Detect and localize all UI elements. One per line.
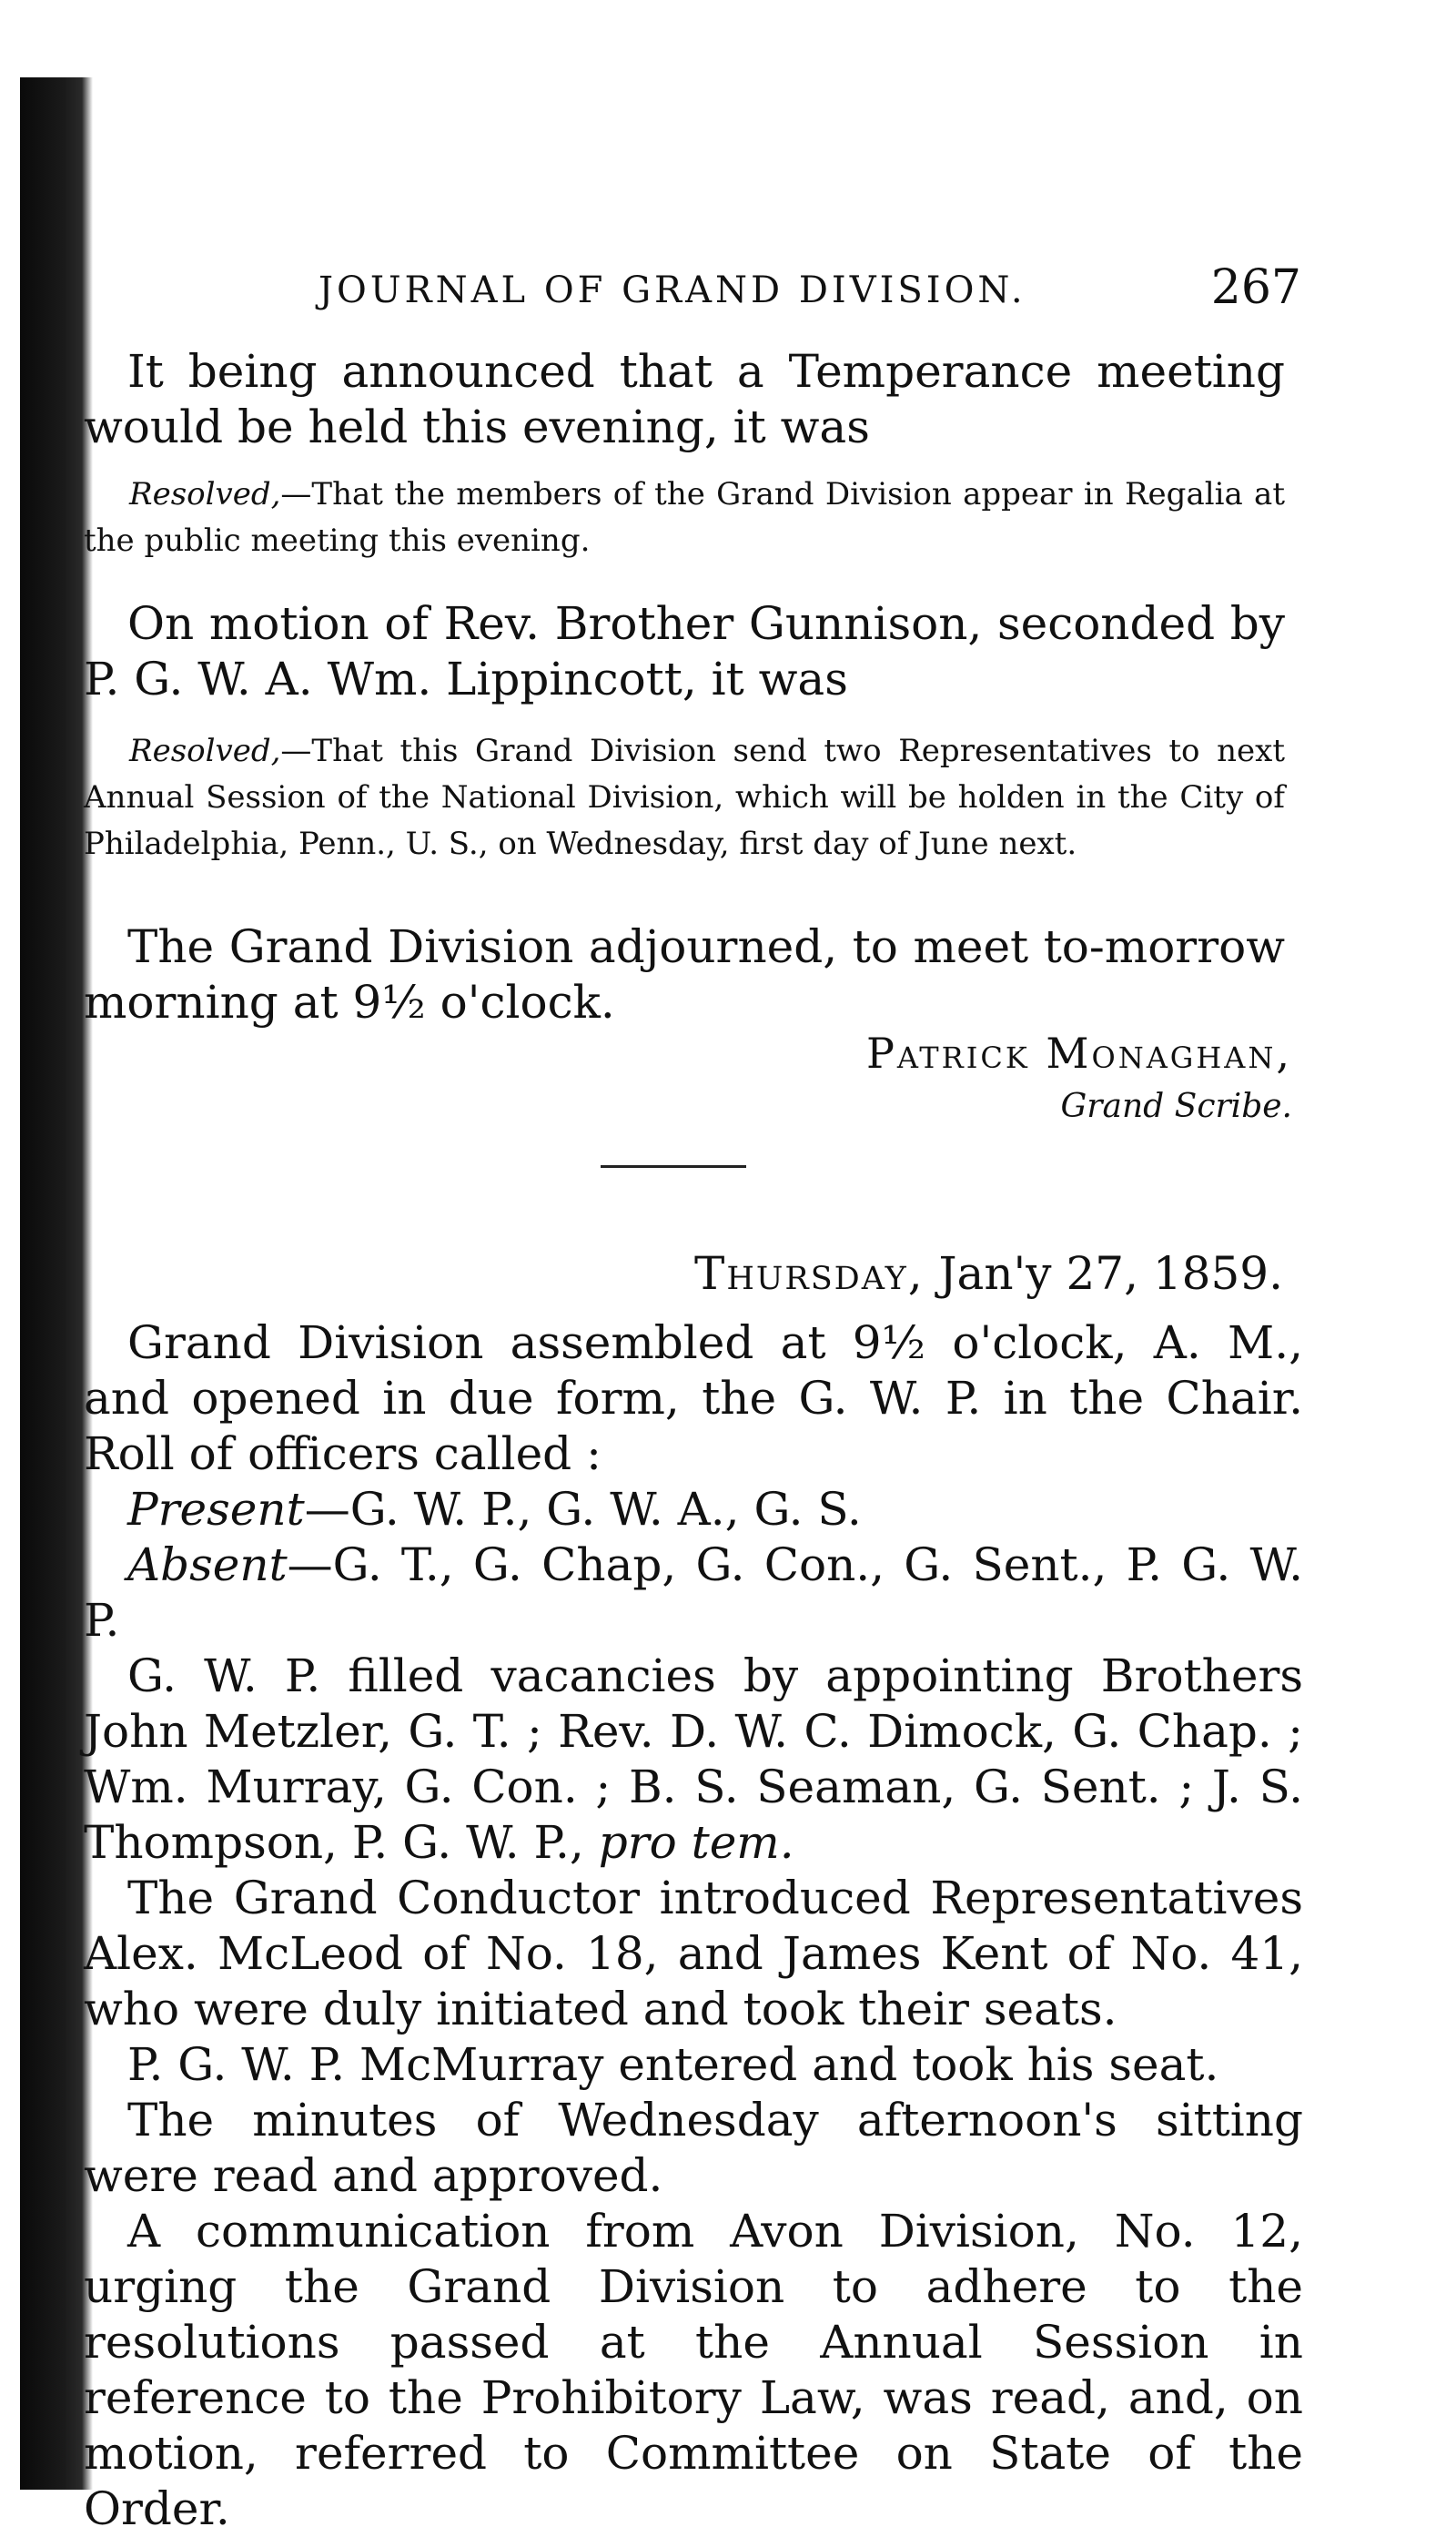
signature-role: Grand Scribe. [1060, 1088, 1292, 1125]
paragraph-mcmurray: P. G. W. P. McMurray entered and took his seat. [127, 2038, 1219, 2091]
resolution-representatives-text: —That this Grand Division send two Representatives to next Annual Session of the National Division, which will be holden in the City of Philadelphia, Penn., U. S., on Wednesday, first day of June next. [84, 733, 1285, 862]
date-day: Thursday, [693, 1247, 925, 1300]
resolution-representatives [84, 728, 1285, 868]
page-number: 267 [1210, 260, 1301, 315]
resolution-regalia [84, 472, 1285, 564]
section-divider [601, 1165, 746, 1168]
paragraph-temperance-meeting: It being announced that a Temperance meeting would be held this evening, it was [84, 345, 1285, 453]
absent-label: Absent [127, 1538, 288, 1591]
paragraph-minutes: The minutes of Wednesday afternoon's sitting were read and approved. [84, 2094, 1303, 2202]
resolution-regalia-text: —That the members of the Grand Division appear in Regalia at the public meeting this evening. [84, 476, 1285, 559]
section-thursday [84, 1315, 1303, 2537]
present-text: —G. W. P., G. W. A., G. S. [304, 1483, 862, 1536]
paragraph-representatives-introduced: The Grand Conductor introduced Representatives Alex. McLeod of No. 18, and James Kent of No. 41, who were duly initiated and took their seats. [84, 1872, 1303, 2035]
paragraph-avon-communication: A communication from Avon Division, No. 12, urging the Grand Division to adhere to the resolutions passed at the Annual Session in reference to the Prohibitory Law, was read, and, on motion, referred to Committee on State of the Order. [84, 2205, 1303, 2535]
present-label: Present [127, 1483, 305, 1536]
resolved-label-2: Resolved, [129, 733, 281, 769]
running-head [318, 260, 1320, 315]
signature-name: Patrick Monaghan, [865, 1029, 1292, 1078]
paragraph-motion-gunnison: On motion of Rev. Brother Gunnison, seconded by P. G. W. A. Wm. Lippincott, it was [84, 597, 1285, 705]
running-title: JOURNAL OF GRAND DIVISION. [318, 269, 1026, 311]
pro-tem: pro tem. [598, 1816, 794, 1869]
absent-text: —G. T., G. Chap, G. Con., G. Sent., P. G. W. P. [84, 1538, 1303, 1647]
paragraph-assembled: Grand Division assembled at 9½ o'clock, A. M., and opened in due form, the G. W. P. in the Chair. Roll of officers called : [84, 1316, 1303, 1480]
section-wednesday [84, 344, 1340, 455]
section-adjourned [84, 919, 1285, 1030]
section-motion [84, 596, 1285, 707]
resolved-label: Resolved, [129, 476, 281, 512]
date-heading [694, 1247, 1283, 1300]
date-value: Jan'y 27, 1859. [924, 1247, 1283, 1300]
paragraph-vacancies: G. W. P. filled vacancies by appointing Brothers John Metzler, G. T. ; Rev. D. W. C. Dimock, G. Chap. ; Wm. Murray, G. Con. ; B. S. Seaman, G. Sent. ; J. S. Thompson, P. G. W. P., [84, 1649, 1303, 1869]
paragraph-adjourned: The Grand Division adjourned, to meet to-morrow morning at 9½ o'clock. [84, 920, 1285, 1029]
